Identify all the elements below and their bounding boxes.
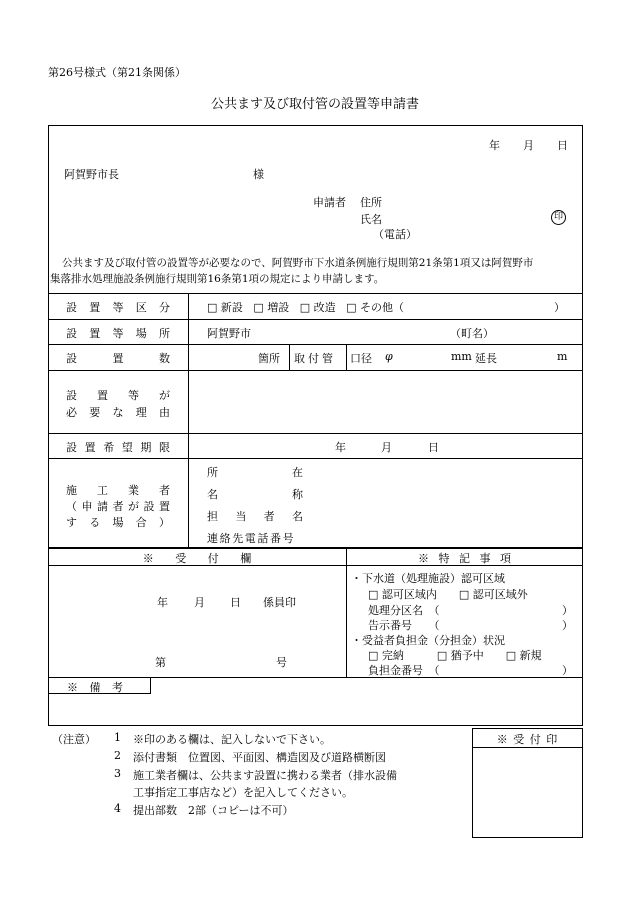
seal-mark: 印 — [551, 210, 566, 225]
stamp-box-label: ※ 受 付 印 — [496, 733, 559, 746]
location-label: 設 置 等 場 所 — [66, 327, 170, 340]
applicant-label: 申請者 — [313, 196, 346, 209]
count-divider — [346, 344, 347, 370]
table-line — [48, 344, 583, 345]
special-line-2: □ 認可区域内 □ 認可区域外 — [368, 588, 528, 601]
table-line — [48, 319, 583, 320]
intro-line-2: 集落排水処理施設条例施行規則第16条第1項の規定により申請します。 — [50, 273, 385, 285]
reception-header: ※ 受 付 欄 — [142, 552, 252, 565]
special-line-6: □ 完納 □ 猶予中 □ 新規 — [368, 649, 542, 662]
count-label: 設 置 数 — [66, 352, 170, 365]
footnote-1-text: ※印のある欄は、記入しないで下さい。 — [133, 733, 331, 746]
reason-label-line-1: 設 置 等 が — [66, 389, 170, 402]
addressee-honorific: 様 — [253, 168, 264, 181]
table-line — [48, 370, 583, 371]
mm-unit: mm — [451, 350, 472, 363]
reception-year: 年 — [157, 596, 168, 609]
date-month: 月 — [523, 139, 534, 152]
deadline-label: 設 置 希 望 期 限 — [66, 441, 170, 454]
contractor-label-line-3: す る 場 合 ） — [66, 516, 170, 529]
contractor-field-person: 担 当 者 名 — [207, 510, 303, 523]
intro-line-1: 公共ます及び取付管の設置等が必要なので、阿賀野市下水道条例施行規則第21条第1項又は阿賀野市 — [62, 257, 534, 269]
date-year: 年 — [489, 139, 500, 152]
location-town: （町名） — [450, 327, 494, 340]
addressee-name: 阿賀野市長 — [64, 168, 119, 181]
special-close-3: ） — [562, 604, 573, 617]
notes-label: ※ 備 考 — [67, 681, 123, 694]
footnote-2-num: 2 — [114, 749, 121, 762]
pipe-label: 取付管 — [294, 352, 336, 365]
option-other[interactable]: □ その他（ — [346, 301, 405, 314]
reception-number-prefix: 第 — [155, 656, 166, 669]
office-divider — [346, 547, 347, 677]
special-line-5: ・受益者負担金（分担金）状況 — [351, 634, 505, 647]
applicant-address-label: 住所 — [360, 196, 382, 209]
label-column-divider — [188, 293, 189, 547]
table-line — [48, 433, 583, 434]
reception-month: 月 — [194, 596, 205, 609]
length-label: 延長 — [475, 352, 497, 365]
contractor-label-line-1: 施 工 業 者 — [66, 484, 170, 497]
deadline-month: 月 — [381, 441, 392, 454]
diameter-label: 口径 — [350, 352, 372, 365]
applicant-name-label: 氏名 — [360, 213, 382, 226]
special-close-4: ） — [562, 619, 573, 632]
footnote-3b-text: 工事指定工事店など）を記入してください。 — [133, 786, 353, 799]
contractor-label-line-2: （ 申 請 者 が 設 置 — [66, 500, 170, 513]
reception-day: 日 — [230, 596, 241, 609]
option-modify[interactable]: □ 改造 — [299, 301, 336, 314]
special-line-1: ・下水道（処理施設）認可区域 — [351, 572, 505, 585]
count-divider — [289, 344, 290, 370]
deadline-day: 日 — [428, 441, 439, 454]
footnote-4-num: 4 — [114, 802, 121, 815]
date-day: 日 — [557, 139, 568, 152]
form-code: 第26号様式（第21条関係） — [48, 66, 186, 79]
category-label: 設 置 等 区 分 — [66, 301, 170, 314]
category-close: ） — [554, 301, 565, 314]
footnote-label: （注意） — [52, 733, 96, 746]
footnote-4-text: 提出部数 2部（コピーは不可） — [133, 804, 294, 817]
category-options — [207, 299, 404, 315]
special-line-4: 告示番号 （ — [368, 619, 440, 632]
reason-label-line-2: 必 要 な 理 由 — [66, 406, 170, 419]
reception-clerk: 係員印 — [263, 596, 296, 609]
location-city: 阿賀野市 — [207, 327, 251, 340]
applicant-phone-label: （電話） — [373, 228, 417, 241]
contractor-field-address: 所 在 — [207, 466, 303, 479]
deadline-year: 年 — [335, 441, 346, 454]
reception-number-suffix: 号 — [276, 656, 287, 669]
footnote-3-text: 施工業者欄は、公共ます設置に携わる業者（排水設備 — [133, 769, 397, 782]
table-line — [48, 293, 583, 294]
footnote-3-num: 3 — [114, 767, 121, 780]
m-unit: m — [557, 350, 568, 363]
count-places: 箇所 — [258, 352, 280, 365]
contractor-field-name: 名 称 — [207, 488, 303, 501]
option-new[interactable]: □ 新設 — [207, 301, 243, 314]
contractor-field-phone: 連絡先電話番号 — [207, 532, 296, 545]
special-line-7: 負担金番号 （ — [368, 664, 440, 677]
special-close-7: ） — [562, 664, 573, 677]
option-expand[interactable]: □ 増設 — [253, 301, 290, 314]
office-section-top — [48, 547, 583, 549]
footnote-2-text: 添付書類 位置図、平面図、構造図及び道路横断図 — [133, 751, 386, 764]
table-line — [48, 458, 583, 459]
special-header: ※ 特 記 事 項 — [418, 552, 511, 565]
phi-symbol: φ — [385, 350, 393, 363]
special-line-3: 処理分区名 （ — [368, 604, 440, 617]
footnote-1-num: 1 — [114, 731, 121, 744]
stamp-box-divider — [472, 747, 583, 748]
form-title: 公共ます及び取付管の設置等申請書 — [210, 97, 419, 112]
